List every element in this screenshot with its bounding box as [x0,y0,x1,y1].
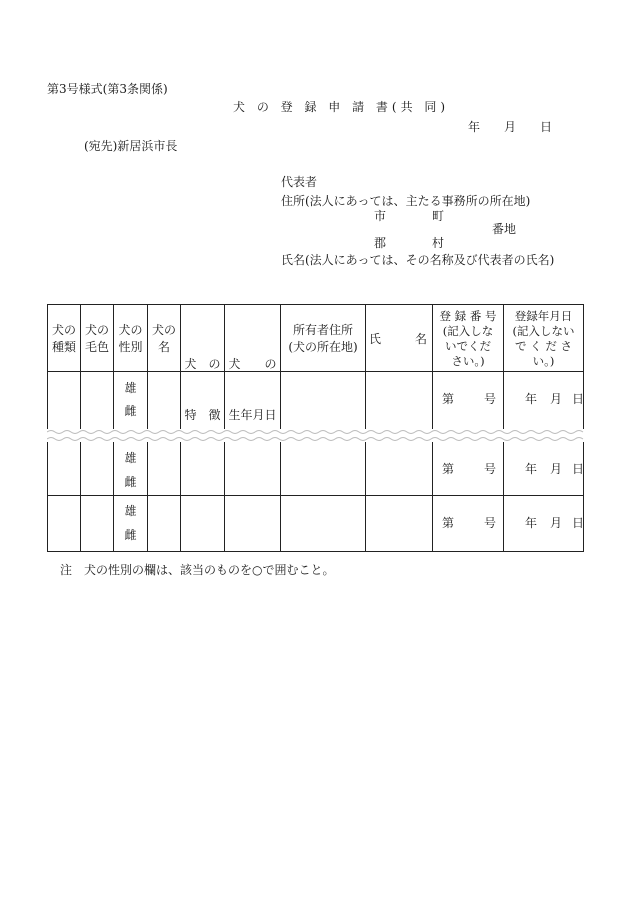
note-text: 犬の性別の欄は、該当のものを○で囲むこと。 [84,563,335,577]
date-month-label: 月 [504,120,517,134]
header-owner-address [281,322,365,356]
row1-sex-male[interactable]: 雄 [124,381,137,395]
row3-month: 月 [550,516,563,530]
omission-gap [47,429,584,442]
header-registration-date [504,309,583,369]
header-line: 生年月日 [228,408,277,422]
row3-year: 年 [525,516,538,530]
header-owner-name-2: 名 [415,332,428,346]
representative-label: 代表者 [281,175,318,189]
row2-sex-female[interactable]: 雌 [124,475,137,489]
header-registration-number [433,309,503,369]
form-number: 第3号様式(第3条関係) [47,82,168,96]
header-line: い。) [532,354,555,368]
date-year-label: 年 [468,120,481,134]
header-line: いでくだ [445,339,491,353]
name-label: 氏名(法人にあっては、その名称及び代表者の氏名) [281,253,555,267]
header-dog-name [148,322,180,356]
row3-sex-female[interactable]: 雌 [124,528,137,542]
header-line: 所有者住所 [292,323,353,337]
row3-number-prefix: 第 [442,516,455,530]
addressee: (宛先)新居浜市長 [84,139,178,153]
row3-day: 日 [572,516,585,530]
row3-number-suffix: 号 [484,516,497,530]
header-line: (記入しない [512,324,575,338]
town-label: 町 [432,209,445,223]
col-line [365,304,366,552]
header-line: 性別 [118,340,143,354]
header-line: 犬の [118,323,143,337]
row1-month: 月 [550,392,563,406]
registration-table [47,304,584,552]
row2-month: 月 [550,462,563,476]
wavy-break-lines [47,429,584,442]
header-line: 犬の [51,323,76,337]
row1-number-prefix: 第 [442,392,455,406]
header-line: 犬の [151,323,176,337]
header-line: (犬の所在地) [288,340,358,354]
row3-sex-male[interactable]: 雄 [124,504,137,518]
header-dog-sex [114,322,147,356]
row1-number-suffix: 号 [484,392,497,406]
header-line: 登録年月日 [514,309,573,323]
row1-day: 日 [572,392,585,406]
row1-year: 年 [525,392,538,406]
row2-year: 年 [525,462,538,476]
row2-number-prefix: 第 [442,462,455,476]
city-label: 市 [374,209,387,223]
header-owner-name-1: 氏 [369,332,382,346]
header-line: さい。) [451,354,485,368]
row2-day: 日 [572,462,585,476]
row1-sex-female[interactable]: 雌 [124,404,137,418]
address-label: 住所(法人にあっては、主たる事務所の所在地) [281,194,531,208]
village-label: 村 [432,236,445,250]
note-label: 注 [60,563,73,577]
header-dog-type [48,322,80,356]
header-line: 名 [157,340,170,354]
header-dog-features [181,322,224,458]
header-line: 犬 の [184,357,221,371]
header-line: 犬 の [228,357,277,371]
header-dog-color [81,322,113,356]
header-line: 登 録 番 号 [439,309,497,323]
gun-label: 郡 [374,236,387,250]
date-day-label: 日 [540,120,553,134]
row2-sex-male[interactable]: 雄 [124,451,137,465]
header-line: 毛色 [84,340,109,354]
row2-number-suffix: 号 [484,462,497,476]
header-dog-birthdate [225,322,280,458]
header-line: 種類 [51,340,76,354]
header-line: 特 徴 [184,408,221,422]
header-line: で く だ さ [515,339,572,353]
header-line: (記入しな [442,324,494,338]
header-line: 犬の [84,323,109,337]
banchi-label: 番地 [492,222,517,236]
form-title: 犬 の 登 録 申 請 書(共 同) [233,100,450,114]
